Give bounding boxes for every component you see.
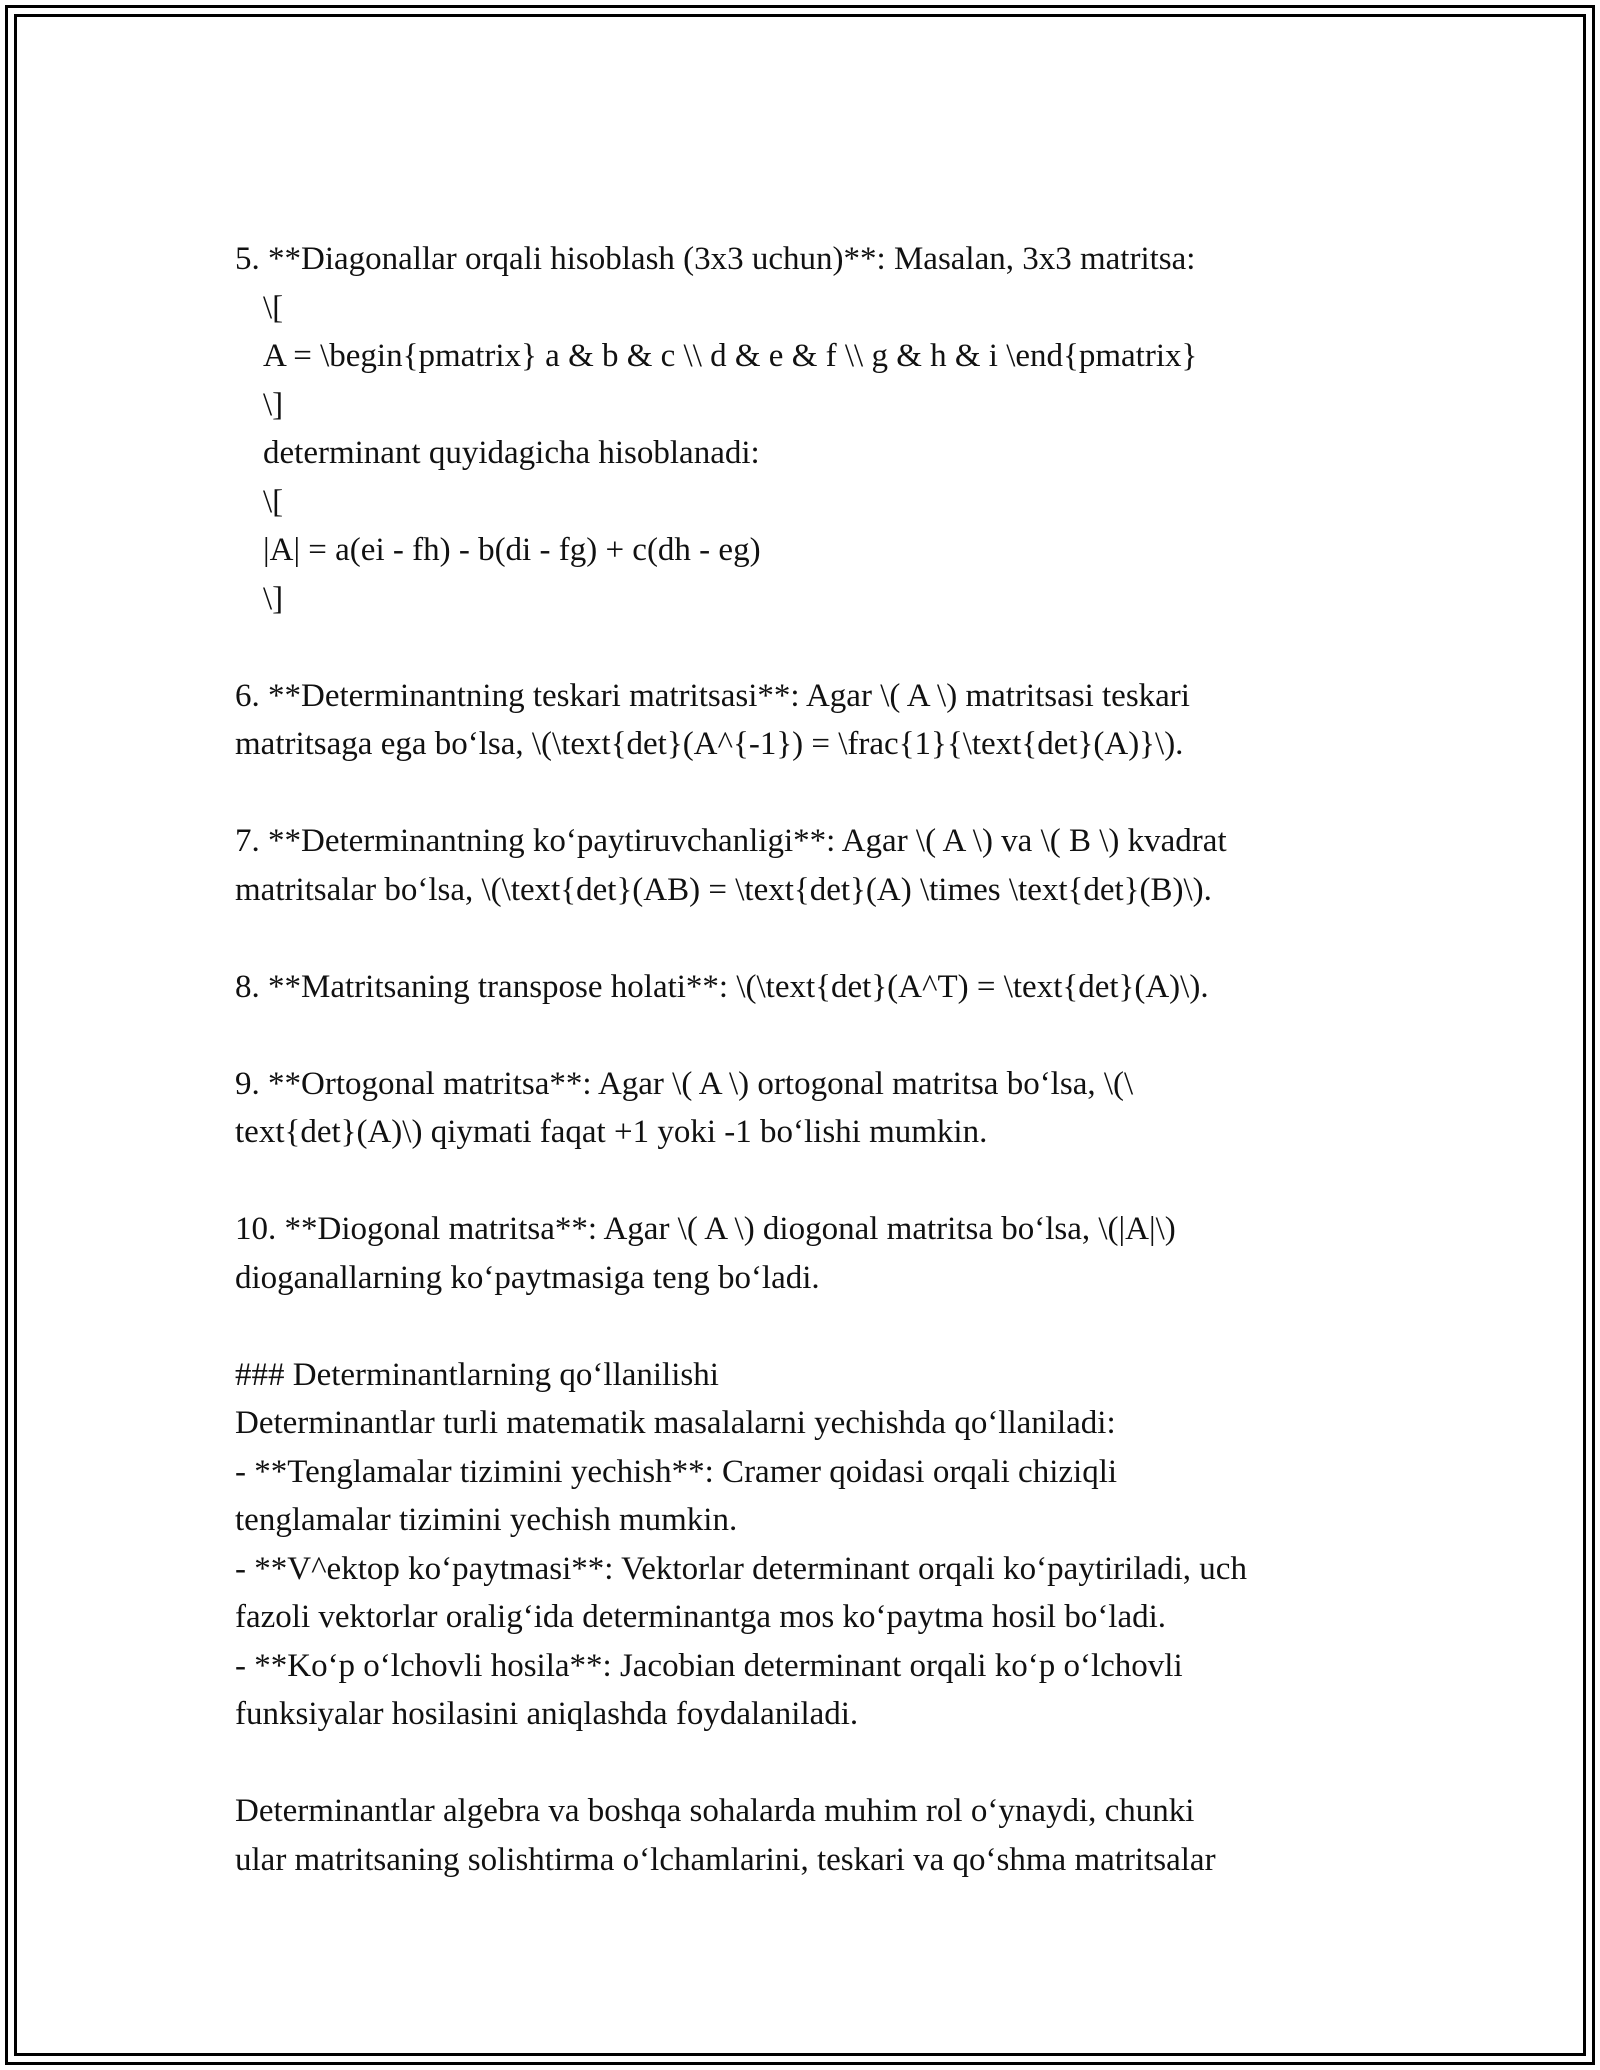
- item-5-block: [235, 235, 1385, 623]
- text-line: tenglamalar tizimini yechish mumkin.: [235, 1502, 738, 1538]
- text-line: 8. **Matritsaning transpose holati**: \(\text{det}(A^T) = \text{det}(A)\).: [235, 968, 1209, 1005]
- text-line: funksiyalar hosilasini aniqlashda foydalaniladi.: [235, 1696, 859, 1732]
- text-line: 6. **Determinantning teskari matritsasi**: Agar \( A \) matritsasi teskari: [235, 677, 1190, 714]
- paragraph-gap: [235, 1302, 1385, 1351]
- list-item: - **V^ektop ko‘paytmasi**: Vektorlar determinant orqali ko‘paytiriladi, uch: [235, 1550, 1247, 1587]
- text-line: ular matritsaning solishtirma o‘lchamlarini, teskari va qo‘shma matritsalar: [235, 1841, 1216, 1878]
- paragraph-gap: [235, 914, 1385, 963]
- text-line: \]: [263, 386, 284, 423]
- text-line: |A| = a(ei - fh) - b(di - fg) + c(dh - eg): [263, 532, 761, 568]
- item-9-block: [235, 1060, 1385, 1157]
- text-line: 10. **Diogonal matritsa**: Agar \( A \) diogonal matritsa bo‘lsa, \(|A|\): [235, 1211, 1176, 1247]
- text-line: 7. **Determinantning ko‘paytiruvchanligi**: Agar \( A \) va \( B \) kvadrat: [235, 823, 1227, 859]
- text-line: Determinantlar turli matematik masalalarni yechishda qo‘llaniladi:: [235, 1405, 1116, 1441]
- paragraph-gap: [235, 769, 1385, 818]
- item-7-block: [235, 817, 1385, 914]
- conclusion-block: [235, 1787, 1385, 1884]
- list-item: - **Tenglamalar tizimini yechish**: Cramer qoidasi orqali chiziqli: [235, 1453, 1118, 1490]
- paragraph-gap: [235, 1739, 1385, 1788]
- text-line: dioganallarning ko‘paytmasiga teng bo‘ladi.: [235, 1259, 820, 1296]
- text-line: text{det}(A)\) qiymati faqat +1 yoki -1 bo‘lishi mumkin.: [235, 1114, 988, 1150]
- text-line: matritsalar bo‘lsa, \(\text{det}(AB) = \text{det}(A) \times \text{det}(B)\).: [235, 871, 1212, 908]
- text-line: \[: [263, 483, 284, 520]
- item-6-block: [235, 672, 1385, 769]
- document-body: [235, 235, 1385, 1884]
- paragraph-gap: [235, 1011, 1385, 1060]
- paragraph-gap: [235, 623, 1385, 672]
- list-item: - **Ko‘p o‘lchovli hosila**: Jacobian determinant orqali ko‘p o‘lchovli: [235, 1647, 1183, 1684]
- item-8-block: [235, 963, 1385, 1012]
- text-line: 5. **Diagonallar orqali hisoblash (3x3 uchun)**: Masalan, 3x3 matritsa:: [235, 241, 1196, 277]
- paragraph-gap: [235, 1157, 1385, 1206]
- item-10-block: [235, 1205, 1385, 1302]
- text-line: determinant quyidagicha hisoblanadi:: [263, 435, 760, 471]
- text-line: Determinantlar algebra va boshqa sohalarda muhim rol o‘ynaydi, chunki: [235, 1793, 1195, 1829]
- text-line: \[: [263, 289, 284, 326]
- text-line: \]: [263, 580, 284, 617]
- section-heading: ### Determinantlarning qo‘llanilishi: [235, 1356, 719, 1393]
- text-line: matritsaga ega bo‘lsa, \(\text{det}(A^{-1}) = \frac{1}{\text{det}(A)}\).: [235, 726, 1184, 762]
- text-line: A = \begin{pmatrix} a & b & c \\ d & e & f \\ g & h & i \end{pmatrix}: [263, 338, 1198, 374]
- applications-section: [235, 1351, 1385, 1739]
- text-line: fazoli vektorlar oralig‘ida determinantga mos ko‘paytma hosil bo‘ladi.: [235, 1599, 1167, 1635]
- text-line: 9. **Ortogonal matritsa**: Agar \( A \) ortogonal matritsa bo‘lsa, \(\: [235, 1065, 1134, 1102]
